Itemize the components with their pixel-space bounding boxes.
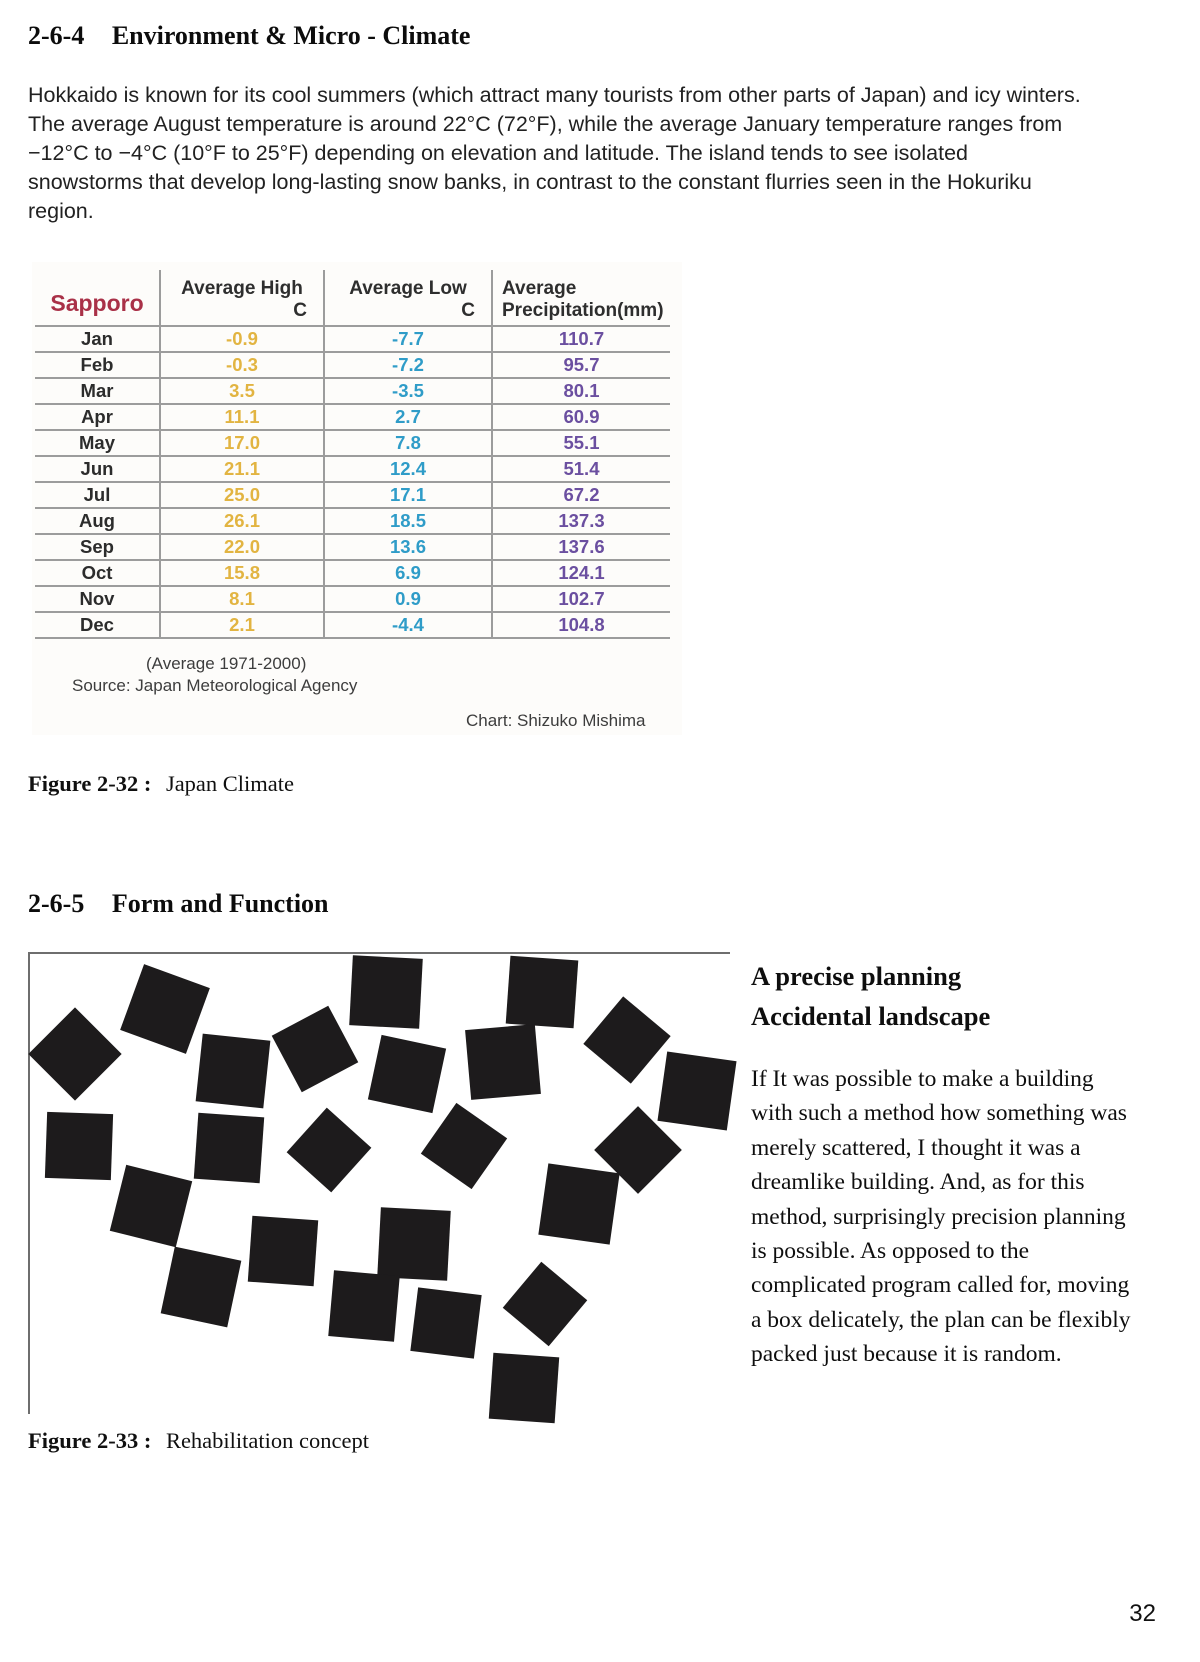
rehabilitation-concept-figure <box>28 952 730 1414</box>
scattered-square <box>328 1270 400 1342</box>
climate-table-image <box>32 262 682 735</box>
climate-table-header-row <box>35 270 670 326</box>
figure-2-32-caption <box>28 771 1172 797</box>
section-number: 2-6-4 <box>28 21 85 50</box>
scattered-square <box>272 1006 359 1093</box>
table-precip-header-line2: Precipitation(mm) <box>502 300 664 321</box>
climate-table-row <box>35 482 670 508</box>
scattered-square <box>120 964 210 1054</box>
cell-low: -7.7 <box>324 326 492 352</box>
scattered-square <box>368 1035 446 1113</box>
table-low-header-line1: Average Low <box>349 278 467 299</box>
scattered-square <box>349 955 423 1029</box>
cell-precip: 124.1 <box>492 560 670 586</box>
climate-table <box>35 270 670 639</box>
scattered-square <box>421 1103 507 1189</box>
cell-high: 15.8 <box>160 560 324 586</box>
section-title: Form and Function <box>111 889 329 918</box>
cell-low: 17.1 <box>324 482 492 508</box>
scattered-square <box>196 1034 271 1109</box>
cell-month: Nov <box>35 586 160 612</box>
page-number: 32 <box>1129 1600 1156 1627</box>
side-heading-line1: A precise planning <box>751 961 962 991</box>
cell-month: Oct <box>35 560 160 586</box>
figure-2-33-caption <box>28 1428 1172 1454</box>
cell-high: -0.9 <box>160 326 324 352</box>
climate-table-row <box>35 378 670 404</box>
section-heading-2-6-4 <box>28 0 1172 51</box>
scattered-square <box>538 1163 619 1244</box>
cell-high: 3.5 <box>160 378 324 404</box>
scattered-square <box>287 1108 372 1193</box>
figure-2-32-label: Figure 2-32 : <box>28 771 152 796</box>
cell-high: 22.0 <box>160 534 324 560</box>
cell-month: Jun <box>35 456 160 482</box>
scattered-square <box>489 1353 559 1423</box>
table-note-average-period: (Average 1971-2000) <box>146 654 307 673</box>
table-high-header-unit: C <box>293 300 307 321</box>
table-low-header <box>324 270 492 326</box>
cell-precip: 55.1 <box>492 430 670 456</box>
section-heading-2-6-5 <box>28 889 1172 919</box>
climate-table-row <box>35 612 670 638</box>
cell-low: -7.2 <box>324 352 492 378</box>
scattered-square <box>45 1112 113 1180</box>
scattered-square <box>506 956 579 1029</box>
section-number: 2-6-5 <box>28 889 85 918</box>
side-heading-line2: Accidental landscape <box>751 1001 991 1031</box>
cell-month: Apr <box>35 404 160 430</box>
scattered-square <box>503 1262 588 1347</box>
figure-2-33-text: Rehabilitation concept <box>165 1428 369 1453</box>
cell-precip: 95.7 <box>492 352 670 378</box>
cell-high: 8.1 <box>160 586 324 612</box>
scattered-square <box>377 1207 451 1281</box>
table-note-source: Source: Japan Meteorological Agency <box>72 676 358 695</box>
intro-paragraph: Hokkaido is known for its cool summers (which attract many tourists from other parts of Japan) and icy winters. The average August temperature is around 22°C (72°F), while the average January temperature ranges from −12°C to −4°C (10°F to 25°F) depending on elevation and latitude. The island tends to see isolated snowstorms that develop long-lasting snow banks, in contrast to the constant flurries seen in the Hokuriku region. <box>28 83 1081 223</box>
cell-month: Dec <box>35 612 160 638</box>
scattered-square <box>28 1007 121 1100</box>
cell-high: 25.0 <box>160 482 324 508</box>
cell-month: May <box>35 430 160 456</box>
climate-table-row <box>35 534 670 560</box>
table-precip-header-line1: Average <box>502 278 577 299</box>
cell-low: 6.9 <box>324 560 492 586</box>
scattered-square <box>657 1051 736 1130</box>
scattered-square <box>194 1113 264 1183</box>
chart-credit: Chart: Shizuko Mishima <box>466 711 646 730</box>
scattered-square <box>110 1165 192 1247</box>
cell-high: -0.3 <box>160 352 324 378</box>
figure-2-33-label: Figure 2-33 : <box>28 1428 152 1453</box>
table-low-header-unit: C <box>461 300 475 321</box>
scattered-square <box>410 1287 481 1358</box>
cell-high: 26.1 <box>160 508 324 534</box>
climate-table-row <box>35 326 670 352</box>
cell-low: 0.9 <box>324 586 492 612</box>
cell-high: 2.1 <box>160 612 324 638</box>
table-high-header-line1: Average High <box>181 278 303 299</box>
cell-low: 7.8 <box>324 430 492 456</box>
table-city-header: Sapporo <box>35 270 160 326</box>
cell-month: Feb <box>35 352 160 378</box>
cell-month: Mar <box>35 378 160 404</box>
cell-month: Aug <box>35 508 160 534</box>
figure-2-32-text: Japan Climate <box>165 771 295 796</box>
cell-low: -3.5 <box>324 378 492 404</box>
climate-table-row <box>35 560 670 586</box>
climate-table-row <box>35 586 670 612</box>
side-text-column <box>751 952 1132 1372</box>
cell-low: 12.4 <box>324 456 492 482</box>
cell-high: 21.1 <box>160 456 324 482</box>
table-precip-header <box>492 270 670 326</box>
cell-precip: 137.6 <box>492 534 670 560</box>
figure-and-text-row <box>28 952 1172 1414</box>
scattered-square <box>248 1216 318 1286</box>
cell-high: 17.0 <box>160 430 324 456</box>
side-paragraph: If It was possible to make a building with such a method how something was merely scattered, I thought it was a dreamlike building. And, as for this method, surprisingly precision planning is possible. As opposed to the complicated program called for, moving a box delicately, the plan can be flexibly packed just because it is random. <box>751 1066 1131 1368</box>
scattered-square <box>161 1247 242 1328</box>
climate-table-row <box>35 352 670 378</box>
cell-precip: 102.7 <box>492 586 670 612</box>
cell-precip: 104.8 <box>492 612 670 638</box>
climate-table-row <box>35 508 670 534</box>
cell-precip: 60.9 <box>492 404 670 430</box>
cell-precip: 51.4 <box>492 456 670 482</box>
scattered-square <box>465 1024 541 1100</box>
cell-low: 2.7 <box>324 404 492 430</box>
cell-month: Jul <box>35 482 160 508</box>
side-heading <box>751 956 1132 1036</box>
climate-table-row <box>35 456 670 482</box>
cell-precip: 137.3 <box>492 508 670 534</box>
cell-month: Sep <box>35 534 160 560</box>
table-high-header <box>160 270 324 326</box>
cell-precip: 110.7 <box>492 326 670 352</box>
cell-month: Jan <box>35 326 160 352</box>
cell-precip: 67.2 <box>492 482 670 508</box>
climate-table-row <box>35 404 670 430</box>
cell-high: 11.1 <box>160 404 324 430</box>
cell-low: 13.6 <box>324 534 492 560</box>
scattered-square <box>583 996 670 1083</box>
cell-precip: 80.1 <box>492 378 670 404</box>
section-title: Environment & Micro - Climate <box>111 21 471 50</box>
cell-low: 18.5 <box>324 508 492 534</box>
climate-table-row <box>35 430 670 456</box>
cell-low: -4.4 <box>324 612 492 638</box>
